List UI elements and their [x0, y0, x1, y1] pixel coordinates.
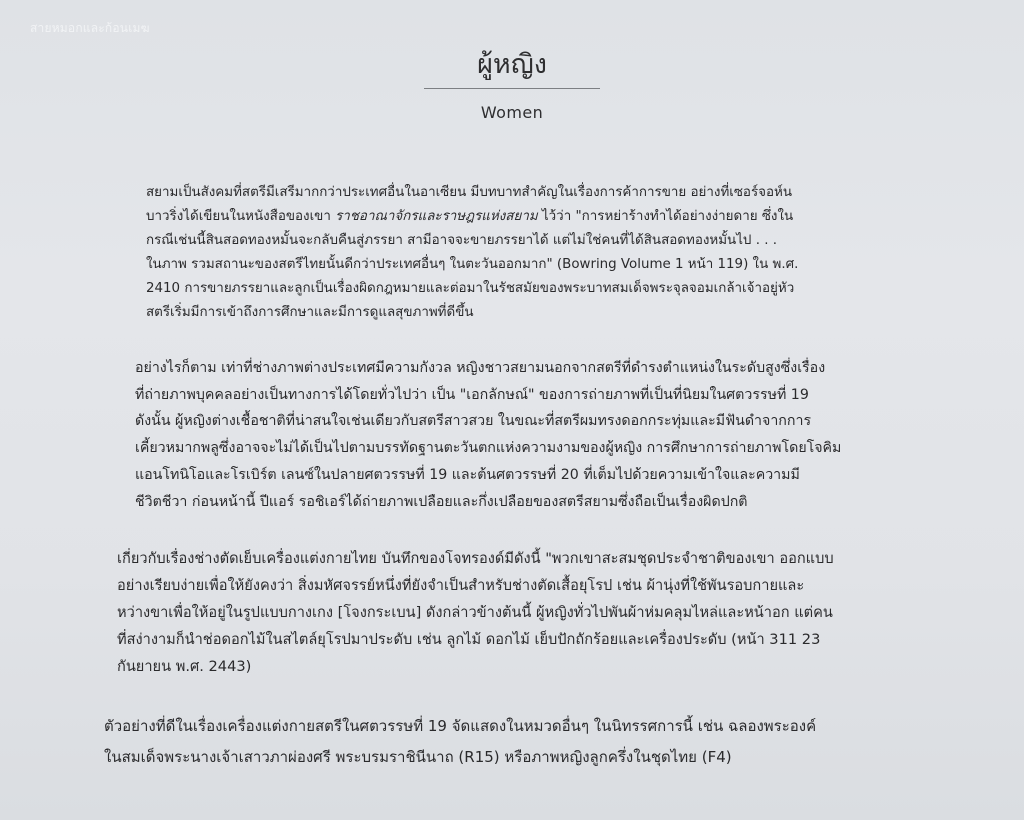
text-line: เกี่ยวกับเรื่องช่างตัดเย็บเครื่องแต่งกายไทย บันทึกของโจทรองด์มีดังนี้ "พวกเขาสะสมชุดประจำชาติของเขา ออกแบบ	[117, 550, 834, 567]
page-subtitle: Women	[480, 103, 544, 122]
page-title: ผู้หญิง	[477, 49, 547, 80]
text-line: กรณีเช่นนี้สินสอดทองหมั้นจะกลับคืนสู่ภรรยา สามีอาจจะขายภรรยาได้ แต่ไม่ใช่คนที่ได้สินสอดทองหมั้นไป . . .	[146, 232, 777, 248]
paragraph-2	[135, 355, 841, 515]
text-line: ในภาพ รวมสถานะของสตรีไทยนั้นดีกว่าประเทศอื่นๆ ในตะวันออกมาก" (Bowring Volume 1 หน้า 119) ใน พ.ศ.	[146, 256, 799, 272]
paragraph-3	[117, 545, 834, 680]
text-segment: ไว้ว่า "การหย่าร้างทำได้อย่างง่ายดาย ซึ่งใน	[537, 208, 794, 224]
text-line: แอนโทนิโอและโรเบิร์ต เลนซ์ในปลายศตวรรษที่ 19 และต้นศตวรรษที่ 20 ที่เต็มไปด้วยความเข้าใจและความมี	[135, 466, 800, 483]
book-title-italic: ราชอาณาจักรและราษฎรแห่งสยาม	[335, 208, 538, 224]
text-line: สยามเป็นสังคมที่สตรีมีเสรีมากกว่าประเทศอื่นในอาเซียน มีบทบาทสำคัญในเรื่องการค้าการขาย อย่างที่เซอร์จอห์น	[146, 185, 793, 200]
text-segment: บาวริ่งได้เขียนในหนังสือของเขา	[146, 208, 336, 224]
text-line: กันยายน พ.ศ. 2443)	[117, 658, 252, 675]
text-line: อย่างเรียบง่ายเพื่อให้ยังคงว่า สิ่งมหัศจรรย์หนึ่งที่ยังจำเป็นสำหรับช่างตัดเสื้อยุโรป เช่น ผ้านุ่งที่ใช้พันรอบกายและ	[117, 577, 805, 594]
text-line	[146, 205, 798, 229]
text-line: ตัวอย่างที่ดีในเรื่องเครื่องแต่งกายสตรีในศตวรรษที่ 19 จัดแสดงในหมวดอื่นๆ ในนิทรรศการนี้ เช่น ฉลองพระองค์	[104, 717, 817, 735]
paragraph-4	[104, 711, 816, 772]
text-line: ในสมเด็จพระนางเจ้าเสาวภาผ่องศรี พระบรมราชินีนาถ (R15) หรือภาพหญิงลูกครึ่งในชุดไทย (F4)	[104, 747, 732, 766]
text-line: สตรีเริ่มมีการเข้าถึงการศึกษาและมีการดูแลสุขภาพที่ดีขึ้น	[146, 304, 474, 320]
title-divider	[424, 88, 600, 89]
text-line: ชีวิตชีวา ก่อนหน้านี้ ปีแอร์ รอชิเอร์ได้ถ่ายภาพเปลือยและกึ่งเปลือยของสตรีสยามซึ่งถือเป็นเรื่องผิดปกติ	[135, 493, 748, 510]
text-line: ดังนั้น ผู้หญิงต่างเชื้อชาติที่น่าสนใจเช่นเดียวกับสตรีสาวสวย ในขณะที่สตรีผมทรงดอกกระทุ่มและมีฟันดำจากการ	[135, 413, 812, 430]
text-line: หว่างขาเพื่อให้อยู่ในรูปแบบกางเกง [โจงกระเบน] ดังกล่าวข้างต้นนี้ ผู้หญิงทั่วไปพันผ้าห่มคลุมไหล่และหน้าอก แต่คน	[117, 604, 833, 621]
text-line: ที่ถ่ายภาพบุคคลอย่างเป็นทางการได้โดยทั่วไปว่า เป็น "เอกลักษณ์" ของการถ่ายภาพที่เป็นที่นิยมในศตวรรษที่ 19	[135, 386, 809, 403]
text-line: ที่สง่างามก็นำช่อดอกไม้ในสไตล์ยุโรปมาประดับ เช่น ลูกไม้ ดอกไม้ เย็บปักถักร้อยและเครื่องประดับ (หน้า 311 23	[117, 631, 821, 648]
text-line: 2410 การขายภรรยาและลูกเป็นเรื่องผิดกฎหมายและต่อมาในรัชสมัยของพระบาทสมเด็จพระจุลจอมเกล้าเจ้าอยู่หัว	[146, 280, 795, 296]
text-line: อย่างไรก็ตาม เท่าที่ช่างภาพต่างประเทศมีความกังวล หญิงชาวสยามนอกจากสตรีที่ดำรงตำแหน่งในระดับสูงซึ่งเรื่อง	[135, 360, 826, 376]
paragraph-1	[146, 181, 798, 324]
watermark: สายหมอกและก้อนเมฆ	[30, 21, 150, 35]
text-line: เคี้ยวหมากพลูซึ่งอาจจะไม่ได้เป็นไปตามบรรทัดฐานตะวันตกแห่งความงามของผู้หญิง การศึกษาการถ่ายภาพโดยโจคิม	[135, 440, 842, 457]
